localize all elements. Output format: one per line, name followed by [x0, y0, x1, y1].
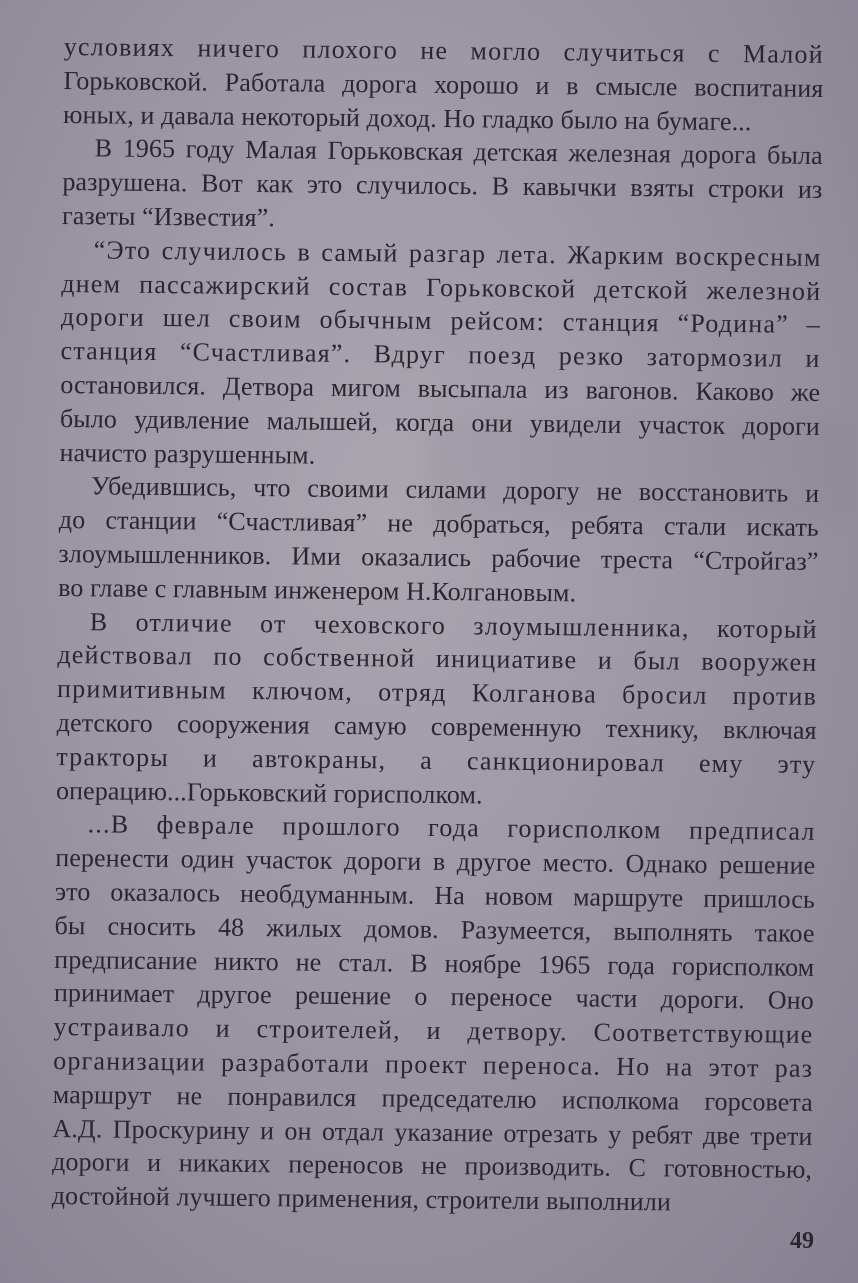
text-line: “Это случилось в самый разгар лета. Жарким воскресным: [93, 235, 822, 272]
text-line: примитивным ключом, отряд Колганова бросил против: [56, 674, 818, 712]
text-line: А.Д. Проскурину и он отдал указание отрезать у ребят две трети: [52, 1113, 813, 1151]
text-line: остановился. Детвора мигом высыпала из вагонов. Каково же: [60, 369, 821, 407]
text-line: разрушена. Вот как это случилось. В кавычки взяты строки из: [62, 167, 823, 205]
text-line: было удивление малышей, когда они увидели участок дороги: [59, 403, 821, 441]
text-line: начисто разрушенным.: [59, 437, 316, 470]
text-line: достойной лучшего применения, строители выполнили: [51, 1181, 672, 1217]
text-line: Горьковской. Работала дорога хорошо и в смысле воспитания: [63, 65, 824, 103]
text-line: организации разработали проект переноса. Но на этот раз: [53, 1045, 814, 1083]
text-line: бы сносить 48 жилых домов. Разумеется, выполнять такое: [54, 910, 815, 948]
text-line: это оказалось необдуманным. На новом маршруте пришлось: [54, 876, 816, 914]
text-line: юных, и давала некоторый доход. Но гладко было на бумаге...: [62, 99, 752, 136]
text-line: тракторы и автокраны, а санкционировал ему эту: [56, 741, 817, 779]
text-line: устраивало и строителей, и детвору. Соответствующие: [53, 1012, 814, 1050]
text-line: до станции “Счастливая” не добраться, ребята стали искать: [58, 505, 819, 543]
text-line: детского сооружения самую современную технику, включая: [56, 707, 817, 745]
page-number: 49: [790, 1228, 814, 1254]
text-line: предписание никто не стал. В ноябре 1965 года горисполком: [54, 944, 815, 982]
text-line: принимает другое решение о переносе части дороги. Оно: [53, 978, 815, 1016]
text-line: В отличие от чеховского злоумышленника, который: [89, 606, 818, 644]
text-line: злоумышленников. Ими оказались рабочие треста “Стройгаз”: [58, 538, 819, 576]
text-line: Убедившись, что своими силами дорогу не восстановить и: [91, 471, 820, 509]
text-line: дороги и никаких переносов не производить. С готовностью,: [51, 1147, 813, 1185]
text-line: ...В феврале прошлого года горисполком предписал: [87, 809, 816, 847]
text-line: операцию...Горьковский горисполком.: [55, 775, 483, 809]
text-line: действовал по собственной инициативе и был вооружен: [57, 640, 818, 678]
text-line: газеты “Известия”.: [61, 200, 276, 233]
text-line: станция “Счастливая”. Вдруг поезд резко затормозил и: [60, 336, 821, 374]
text-line: В 1965 году Малая Горьковская детская железная дорога была: [94, 133, 823, 171]
text-line: маршрут не понравился председателю исполкома горсовета: [52, 1079, 813, 1117]
text-line: условиях ничего плохого не могло случиться с Малой: [63, 31, 824, 69]
text-line: дороги шел своим обычным рейсом: станция “Родина” –: [60, 302, 822, 340]
text-line: перенести один участок дороги в другое место. Однако решение: [55, 843, 816, 881]
text-line: во главе с главным инженером Н.Колгановым.: [58, 572, 577, 608]
text-line: днем пассажирский состав Горьковской детской железной: [61, 268, 822, 306]
body-text: [52, 30, 824, 1221]
